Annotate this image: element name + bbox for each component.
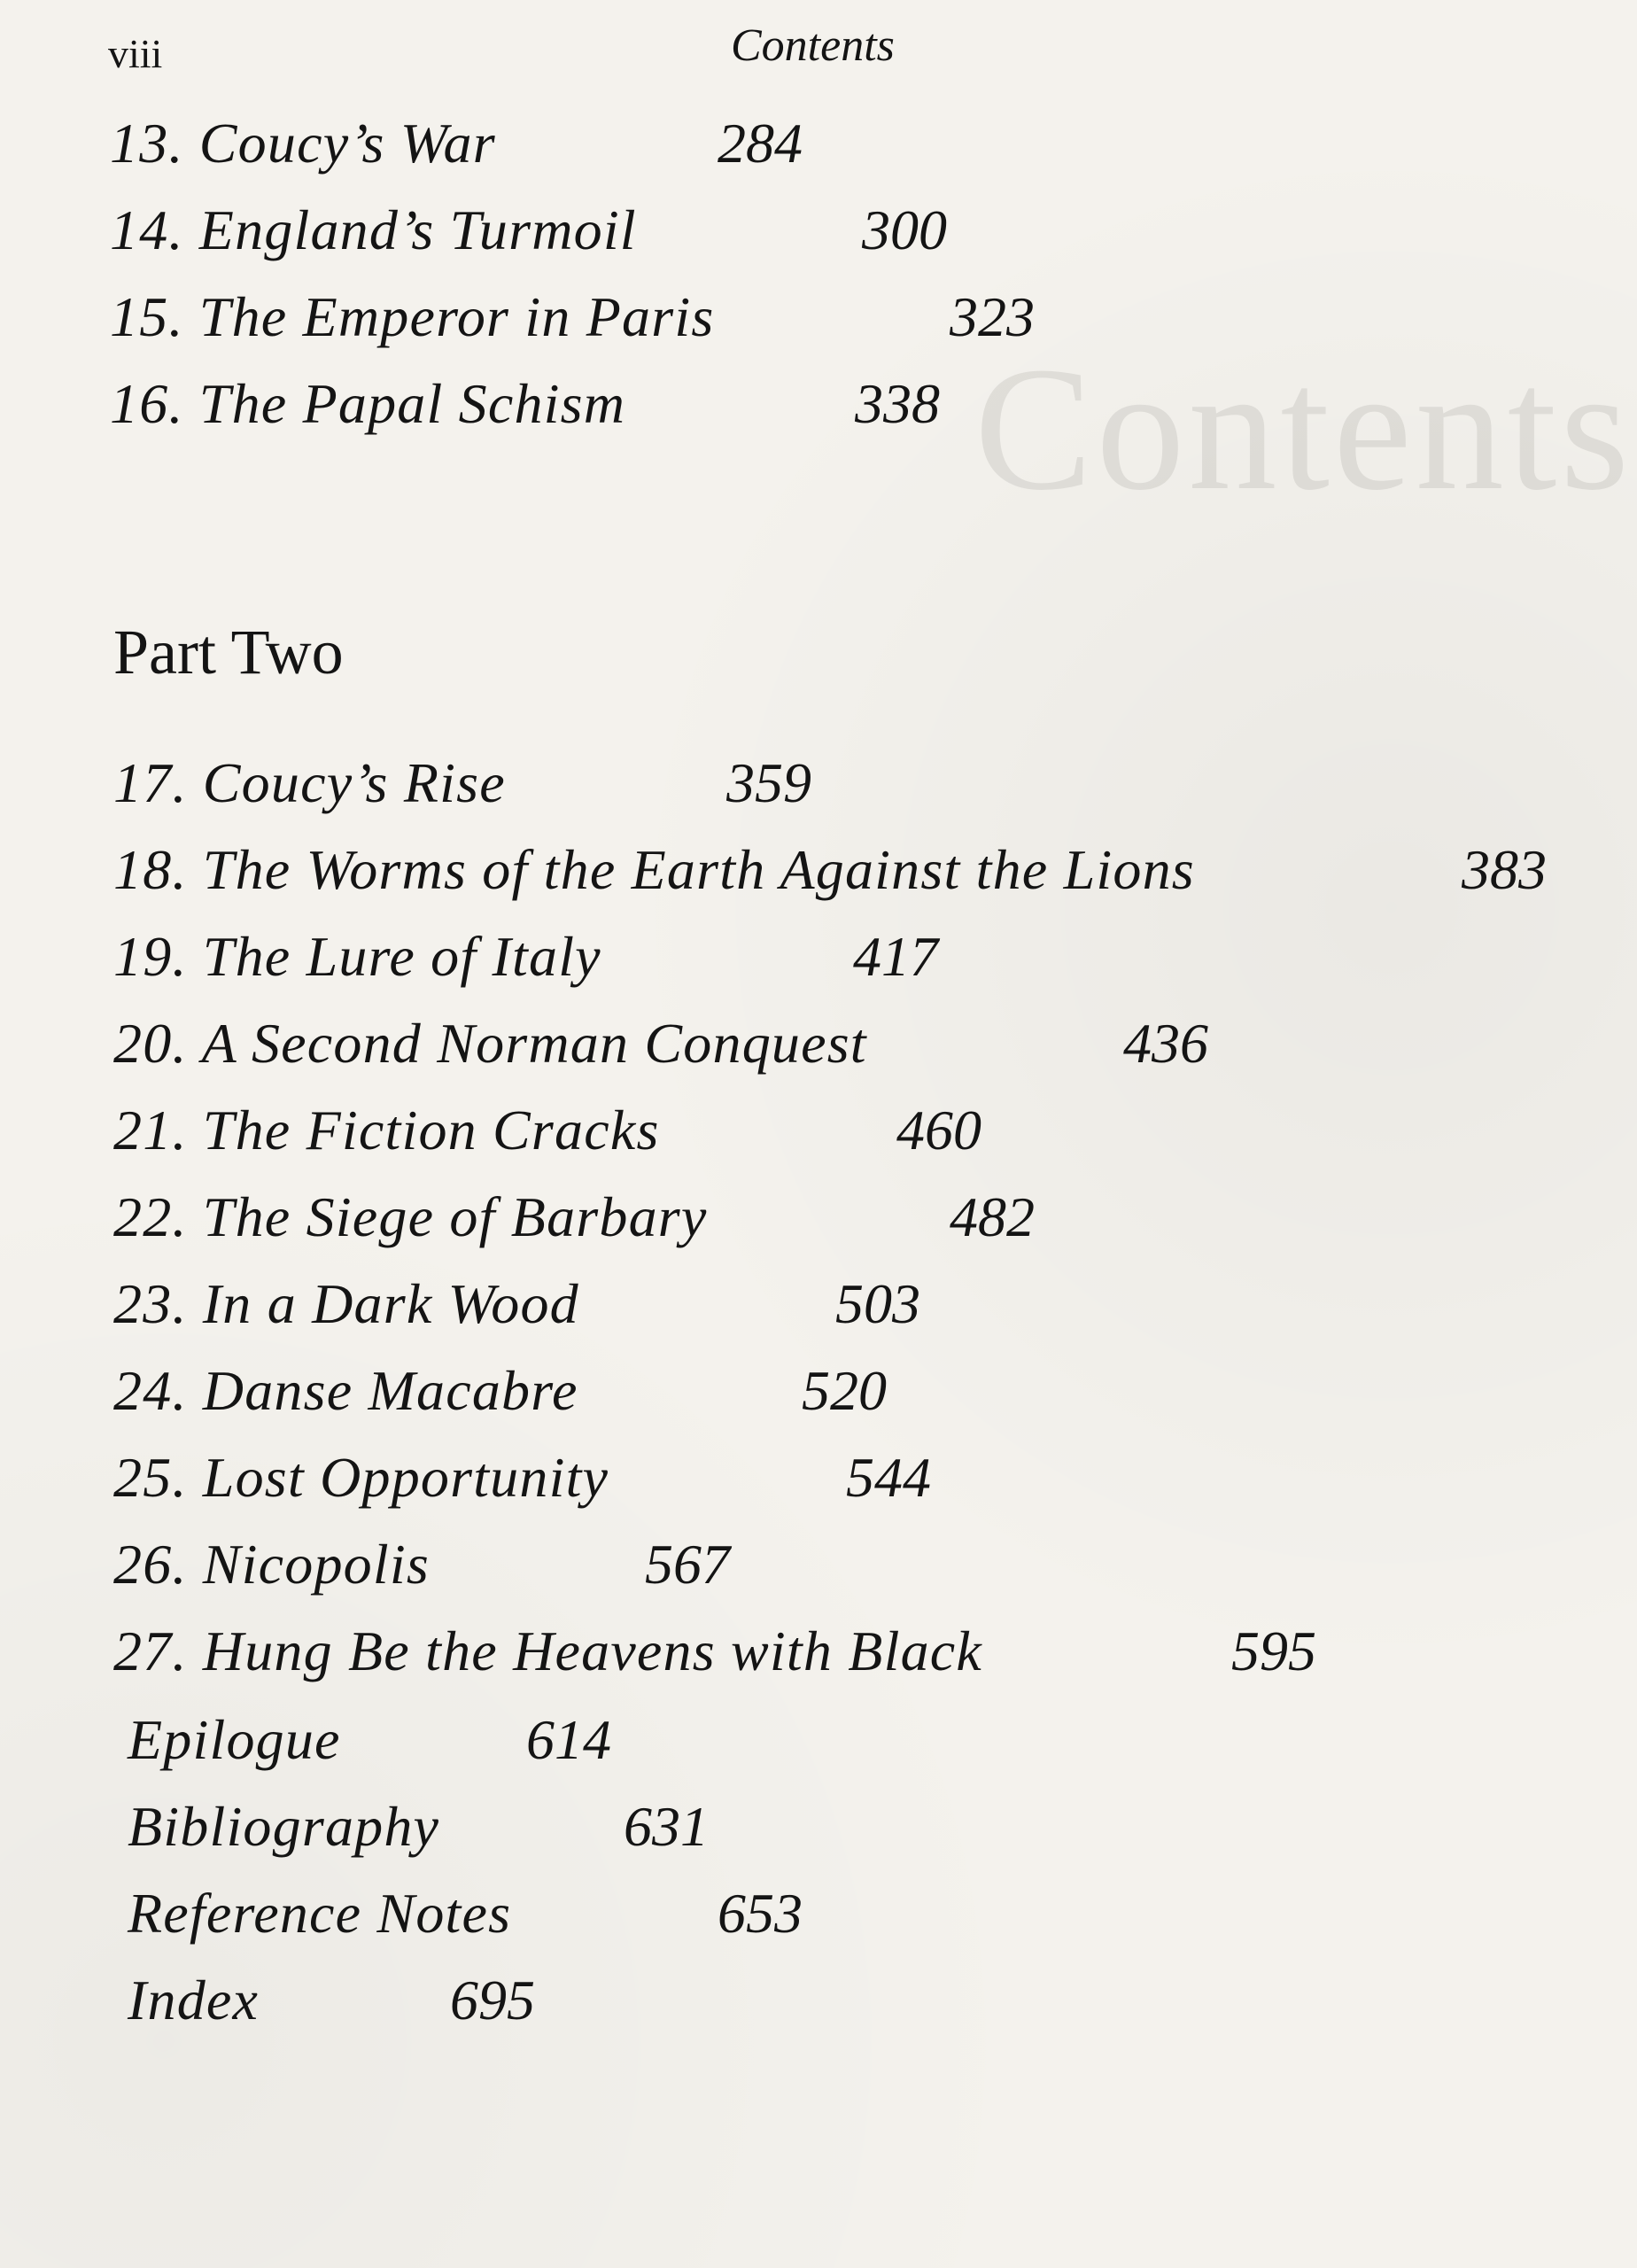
toc-entry-title: 18. The Worms of the Earth Against the Lions <box>113 838 1195 901</box>
toc-entry-page: 544 <box>846 1446 931 1509</box>
part-title: Part Two <box>113 617 344 687</box>
toc-entry <box>0 1795 1637 1869</box>
running-head: Contents <box>731 20 895 71</box>
toc-entry-title: Index <box>128 1969 260 2031</box>
toc-entry-title: Reference Notes <box>128 1882 512 1945</box>
toc-entry <box>0 1359 1637 1433</box>
toc-entry-title: 14. England’s Turmoil <box>110 198 637 261</box>
toc-entry <box>0 925 1637 999</box>
toc-entry-title: Bibliography <box>128 1795 440 1858</box>
toc-entry <box>0 1446 1637 1520</box>
toc-entry-title: 25. Lost Opportunity <box>113 1446 609 1509</box>
toc-entry <box>0 838 1637 913</box>
toc-entry <box>0 1882 1637 1956</box>
toc-entry-title: 17. Coucy’s Rise <box>113 751 506 814</box>
toc-entry <box>0 1185 1637 1260</box>
toc-entry-page: 520 <box>802 1359 887 1422</box>
toc-entry-page: 359 <box>726 751 811 814</box>
toc-entry-page: 614 <box>526 1708 611 1771</box>
bleed-through-heading: Contents <box>974 331 1633 527</box>
toc-entry-page: 695 <box>450 1969 535 2031</box>
toc-entry-page: 653 <box>718 1882 803 1945</box>
toc-entry-title: 13. Coucy’s War <box>110 112 496 175</box>
page-number: viii <box>108 31 163 76</box>
toc-entry <box>0 1533 1637 1607</box>
toc-entry-title: 24. Danse Macabre <box>113 1359 578 1422</box>
toc-entry-page: 567 <box>645 1533 730 1596</box>
toc-entry-page: 436 <box>1123 1012 1208 1075</box>
toc-entry-page: 482 <box>950 1185 1035 1248</box>
toc-entry <box>0 285 1637 360</box>
toc-entry <box>0 112 1637 186</box>
toc-entry-page: 300 <box>862 198 947 261</box>
toc-entry-title: 23. In a Dark Wood <box>113 1272 579 1335</box>
toc-entry-title: Epilogue <box>128 1708 341 1771</box>
toc-entry-page: 631 <box>624 1795 709 1858</box>
toc-entry-page: 460 <box>896 1099 981 1161</box>
toc-entry-page: 323 <box>950 285 1035 348</box>
toc-entry <box>0 372 1637 447</box>
toc-entry-title: 20. A Second Norman Conquest <box>113 1012 867 1075</box>
toc-entry <box>0 1012 1637 1086</box>
toc-entry-title: 22. The Siege of Barbary <box>113 1185 708 1248</box>
toc-entry-page: 383 <box>1462 838 1547 901</box>
toc-entry <box>0 751 1637 826</box>
toc-entry-title: 21. The Fiction Cracks <box>113 1099 660 1161</box>
toc-entry <box>0 1099 1637 1173</box>
toc-entry <box>0 198 1637 273</box>
toc-entry-title: 16. The Papal Schism <box>110 372 626 435</box>
toc-entry-title: 27. Hung Be the Heavens with Black <box>113 1619 982 1682</box>
toc-entry-page: 284 <box>718 112 803 175</box>
toc-entry-title: 26. Nicopolis <box>113 1533 430 1596</box>
toc-entry <box>0 1272 1637 1347</box>
toc-entry <box>0 1969 1637 2043</box>
toc-entry <box>0 1708 1637 1783</box>
toc-entry <box>0 1619 1637 1694</box>
toc-entry-title: 19. The Lure of Italy <box>113 925 601 988</box>
toc-entry-page: 503 <box>835 1272 920 1335</box>
toc-entry-page: 417 <box>853 925 938 988</box>
toc-entry-page: 338 <box>855 372 940 435</box>
toc-entry-page: 595 <box>1231 1619 1316 1682</box>
toc-entry-title: 15. The Emperor in Paris <box>110 285 715 348</box>
